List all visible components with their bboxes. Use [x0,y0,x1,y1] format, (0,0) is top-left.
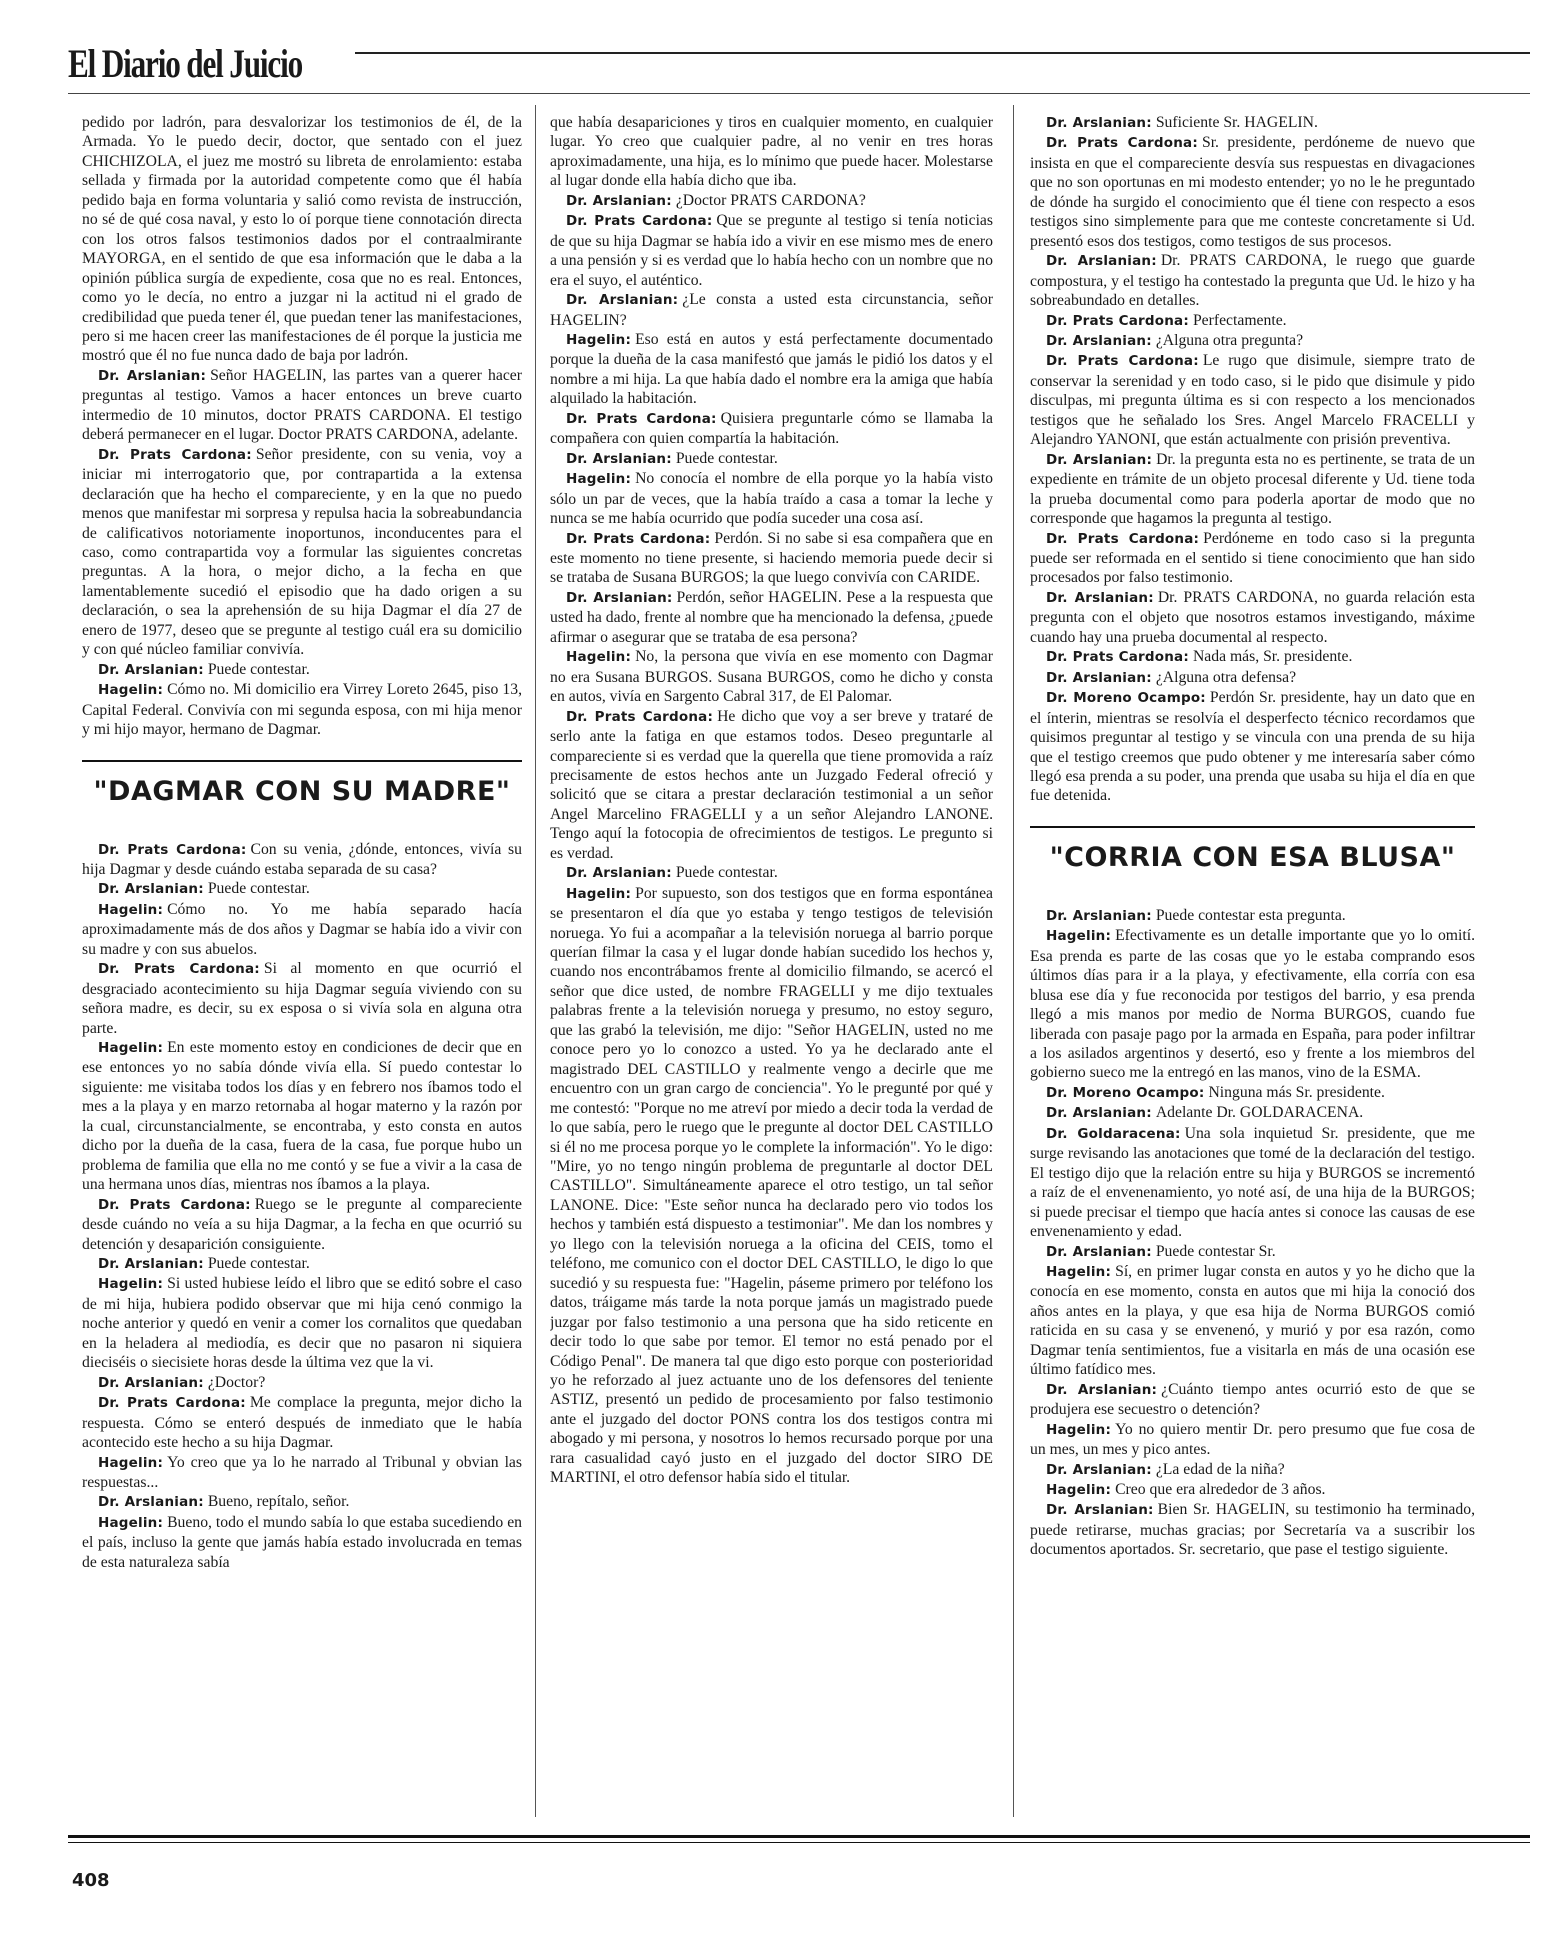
transcript-paragraph [82,660,522,680]
speaker-label: Dr. Prats Cardona: [98,1395,246,1412]
transcript-paragraph [1030,1103,1475,1123]
speaker-label: Dr. Arslanian: [1046,1381,1158,1398]
paragraph-text: Puede contestar Sr. [1155,1242,1276,1260]
transcript-paragraph [1030,450,1475,529]
transcript-paragraph [82,879,522,899]
transcript-paragraph [550,330,993,409]
transcript-paragraph [1030,668,1475,688]
paragraph-text: Con su venia, ¿dónde, entonces, vivía su hija Dagmar y desde cuándo estaba separada de su casa? [82,840,522,878]
paragraph-text: Ruego se le pregunte al compareciente desde cuándo no veía a su hija Dagmar, a la fecha en que ocurrió su detención y desaparición consiguiente. [82,1195,522,1253]
paragraph-text: Señor presidente, con su venia, voy a iniciar mi interrogatorio que, por contrapartida a la extensa declaración que ha hecho el compareciente, y en la que no puedo menos que manifestar mi sorpresa y repulsa hacia la sobreabundancia de calificativos notoriamente inoportunos, inconducentes para el caso, como contrapartida voy a formular las siguientes concretas preguntas. A la hora, o mejor dicho, a la fecha en que lamentablemente sucedió el episodio que ha dado origen a su declaración, o sea la aprehensión de su hija Dagmar el día 27 de enero de 1977, deseo que se pregunte al testigo cuál era su domicilio y con qué núcleo familiar convivía. [82,445,522,659]
speaker-label: Hagelin: [98,1040,164,1057]
speaker-label: Hagelin: [1046,928,1112,945]
transcript-paragraph [1030,251,1475,310]
speaker-label: Dr. Moreno Ocampo: [1046,690,1206,707]
paragraph-text: No conocía el nombre de ella porque yo la había visto sólo un par de veces, que la había traído a casa a tomar la leche y nunca se me había ocurrido que podía suceder una cosa así. [550,470,993,528]
transcript-paragraph [82,680,522,739]
speaker-label: Dr. Arslanian: [1046,669,1152,686]
transcript-paragraph [1030,1242,1475,1262]
paragraph-text: Dr. PRATS CARDONA, le ruego que guarde compostura, y el testigo ha contestado la pregunta que Ud. le hizo y ha sobreabundado en detalles. [1030,252,1475,310]
paragraph-text: ¿Doctor PRATS CARDONA? [675,191,866,209]
speaker-label: Dr. Arslanian: [566,450,672,467]
header-divider [68,93,1530,94]
speaker-label: Dr. Arslanian: [1046,115,1152,131]
transcript-paragraph [82,1195,522,1254]
speaker-label: Dr. Prats Cardona: [1046,312,1189,329]
speaker-label: Dr. Arslanian: [1046,907,1152,924]
transcript-paragraph [82,1453,522,1493]
transcript-paragraph [82,1038,522,1195]
paragraph-text: Dr. la pregunta esta no es pertinente, se trata de un expediente en trámite de un objeto procesal diferente y Ud. tiene toda la prueba documental como para poderla aportar de modo que no corresponde que hagamos la pregunta al testigo. [1030,450,1475,528]
masthead-rule [355,52,1530,54]
paragraph-text: Señor HAGELIN, las partes van a querer hacer preguntas al testigo. Vamos a hacer entonces un breve cuarto intermedio de 10 minutos, doctor PRATS CARDONA. El testigo deberá permanecer en el lugar. Doctor PRATS CARDONA, adelante. [82,366,522,444]
transcript-paragraph [1030,647,1475,667]
paragraph-text: Si usted hubiese leído el libro que se editó sobre el caso de mi hija, hubiera podido observar que mi hija cenó conmigo la noche anterior y quedó en venir a comer los cornalitos que quedaban en la heladera al mediodía, es decir que no pasaron ni siquiera dieciséis o siecisiete horas desde la última vez que la vi. [82,1275,522,1372]
speaker-label: Hagelin: [1046,1482,1112,1498]
transcript-paragraph [550,529,993,588]
transcript-paragraph [82,840,522,880]
transcript-paragraph [82,1373,522,1393]
speaker-label: Dr. Arslanian: [1046,451,1153,468]
paragraph-text: Efectivamente es un detalle importante que yo lo omití. Esa prenda es parte de las cosas que yo le estaba comprando esos últimos días para ir a la playa, y efectivamente, ella corría con esa blusa ese día y fue reconocida por testigos del barrio, y esa prenda llegó a mis manos por medio de Norma BURGOS, cuando fue liberada con pasaje pago por la armada en España, para poder infiltrar a los asilados argentinos y desertó, eso y frente a los miembros del gobierno sueco me la entregó en las manos, vino de la ESMA. [1030,927,1475,1082]
speaker-label: Dr. Arslanian: [1046,1461,1152,1478]
speaker-label: Dr. Arslanian: [566,865,672,882]
speaker-label: Dr. Prats Cardona: [98,961,260,978]
speaker-label: Dr. Arslanian: [98,1256,204,1273]
transcript-paragraph [82,1393,522,1452]
paragraph-text: Por supuesto, son dos testigos que en forma espontánea se presentaron el día que yo estaba y tengo testigos de televisión noruega. Yo fui a acompañar a la televisión noruega al barrio porque querían filmar la casa y el lugar donde habían sucedido los hechos y, cuando nos encontrábamos frente al domicilio filmando, se acercó el señor que dice usted, de nombre FRAGELLI y me dijo textuales palabras frente a la televisión noruega y presumo, no estoy seguro, que las grabó la televisión, me dijo: "Señor HAGELIN, usted no me conoce pero yo lo conozco a usted. Yo ya he declarado ante el magistrado DEL CASTILLO y realmente vengo a decirle que me encuentro con un gran cargo de conciencia". Yo le pregunté por qué y me contestó: "Porque no me atreví por miedo a decir toda la verdad de lo que sabía, pero le ruego que le pregunte al doctor DEL CASTILLO si él no me procesa porque yo le complete la información". Yo le digo: "Mire, yo no tengo ningún problema de preguntarle al doctor DEL CASTILLO". Simultáneamente aparece el otro testigo, un tal señor LANONE. Dice: "Este señor nunca ha declarado pero vio todos los hechos y también está dispuesto a testimoniar". Me dan los nombres y yo llego con la televisión noruega a la oficina del CEIS, tomo el teléfono, me comunico con el doctor DEL CASTILLO, le digo lo que sucedió y su respuesta fue: "Hagelin, páseme primero por teléfono los datos, tráigame más tarde la nota porque jamás un magistrado puede juzgar por falso testimonio a una persona que ha sido reticente en decir todo lo que sabe por temor. El temor no está penado por el Código Penal". De manera tal que digo esto porque con posterioridad yo he reforzado al juez actuante uno de los defensores del teniente ASTIZ, presentó un pedido de procesamiento por falso testimonio ante el juzgado del doctor PONS contra los dos testigos contra mi abogado y mi persona, y nosotros lo hemos recursado porque por una rara casualidad cayó justo en el juzgado del doctor SIRO DE MARTINI, el otro defensor había sido el titular. [550,884,993,1487]
transcript-paragraph [550,409,993,449]
speaker-label: Dr. Arslanian: [1046,1105,1152,1122]
speaker-label: Hagelin: [566,471,632,488]
speaker-label: Dr. Arslanian: [1046,589,1154,606]
paragraph-text: Yo no quiero mentir Dr. pero presumo que fue cosa de un mes, un mes y pico antes. [1030,1420,1475,1459]
paragraph-text: Quisiera preguntarle cómo se llamaba la compañera con quien compartía la habitación. [550,409,993,448]
transcript-paragraph [82,1492,522,1512]
speaker-label: Hagelin: [98,1454,164,1471]
transcript-paragraph [550,113,993,191]
footer-rule [68,1835,1530,1838]
transcript-paragraph [1030,529,1475,588]
transcript-paragraph [1030,1420,1475,1460]
speaker-label: Dr. Arslanian: [566,192,672,209]
subheading-rule [1030,826,1475,828]
paragraph-text: ¿Le consta a usted esta circunstancia, señor HAGELIN? [550,291,993,329]
speaker-label: Hagelin: [98,682,164,699]
transcript-paragraph [550,449,993,469]
transcript-paragraph [550,211,993,290]
paragraph-text: Bien Sr. HAGELIN, su testimonio ha terminado, puede retirarse, muchas gracias; por Secretaría va a suscribir los documentos aportados. Sr. secretario, que pase el testigo siguiente. [1030,1501,1475,1559]
column-divider [1013,105,1014,1817]
speaker-label: Hagelin: [566,649,632,666]
paragraph-text: Perfectamente. [1192,311,1287,329]
speaker-label: Hagelin: [98,901,164,918]
speaker-label: Dr. Prats Cardona: [566,708,714,725]
speaker-label: Dr. Prats Cardona: [566,530,711,547]
paragraph-text: ¿Alguna otra defensa? [1155,668,1297,686]
speaker-label: Dr. Arslanian: [98,1494,204,1511]
paragraph-text: Perdóneme en todo caso si la pregunta puede ser reformada en el sentido si tiene conocimiento que han sido procesados por falso testimonio. [1030,529,1475,587]
paragraph-text: Bueno, todo el mundo sabía lo que estaba sucediendo en el país, incluso la gente que jamás había estado involucrada en temas de esta naturaleza sabía [82,1513,522,1571]
paragraph-text: ¿Alguna otra pregunta? [1155,331,1304,349]
speaker-label: Dr. Prats Cardona: [1046,530,1200,547]
paragraph-text: Sí, en primer lugar consta en autos y yo he dicho que la conocía en ese momento, consta en autos que mi hija la conoció dos años antes en la playa, y que esa hija de Norma BURGOS comió raticida en su casa y se envenenó, y murió y por esa razón, como Dagmar tenía sentimientos, fue a visitarla en más de una ocasión ese último fatídico mes. [1030,1263,1475,1379]
speaker-label: Dr. Goldaracena: [1046,1125,1181,1142]
speaker-label: Dr. Arslanian: [1046,253,1157,270]
transcript-paragraph [550,588,993,647]
paragraph-text: Perdón, señor HAGELIN. Pese a la respuesta que usted ha dado, frente al nombre que ha mencionado la defensa, ¿puede afirmar o asegurar que se trataba de esa persona? [550,588,993,646]
transcript-paragraph [1030,1380,1475,1420]
transcript-paragraph [82,1254,522,1274]
transcript-paragraph [550,290,993,330]
transcript-paragraph [1030,1083,1475,1103]
footer-rule-thin [68,1842,1530,1843]
transcript-paragraph [550,647,993,706]
paragraph-text: Bueno, repítalo, señor. [207,1493,350,1511]
paragraph-text: Perdón Sr. presidente, hay un dato que en el ínterin, mientras se resolvía el desperfecto técnico recordamos que quisimos preguntar al testigo y se vincula con una prenda de su hija que el testigo creemos que pudo obtener y me interesaría saber cómo llegó esa prenda a su poder, una prenda que usaba su hija el día en que fue detenida. [1030,689,1475,805]
paragraph-text: Si al momento en que ocurrió el desgraciado acontecimiento su hija Dagmar seguía viviendo con su señora madre, es decir, su ex esposa o si vivía sola en alguna otra parte. [82,960,522,1037]
paragraph-text: Nada más, Sr. presidente. [1192,648,1353,666]
paragraph-text: Una sola inquietud Sr. presidente, que me surge revisando las anotaciones que tomé de la declaración del testigo. El testigo dijo que la relación entre su hija y BURGOS se incrementó a raíz de el envenenamiento, yo noté así, de una hija de la BURGOS; si puede precisar el tiempo que hacía antes si conoce las causas de ese envenenamiento y edad. [1030,1124,1475,1241]
speaker-label: Dr. Prats Cardona: [1046,649,1189,666]
paragraph-text: Puede contestar esta pregunta. [1155,906,1346,924]
column-3 [1030,113,1475,1819]
speaker-label: Dr. Prats Cardona: [98,841,247,858]
transcript-paragraph [1030,926,1475,1083]
speaker-label: Dr. Prats Cardona: [1046,353,1199,370]
paragraph-text: ¿La edad de la niña? [1155,1460,1285,1478]
transcript-paragraph [82,366,522,445]
speaker-label: Dr. Prats Cardona: [566,213,713,230]
speaker-label: Dr. Arslanian: [1046,1243,1152,1260]
speaker-label: Dr. Arslanian: [1046,332,1152,349]
speaker-label: Dr. Arslanian: [98,367,207,384]
subheading-rule [82,760,522,762]
transcript-paragraph [1030,351,1475,449]
column-1 [82,113,522,1819]
paragraph-text: Puede contestar. [207,1255,310,1273]
transcript-paragraph [1030,688,1475,806]
speaker-label: Dr. Prats Cardona: [98,446,252,463]
speaker-label: Hagelin: [98,1276,164,1293]
speaker-label: Dr. Arslanian: [1046,1502,1154,1519]
paragraph-text: Dr. PRATS CARDONA, no guarda relación esta pregunta con el objeto que nosotros estamos investigando, máxime cuando hay una prueba documental al respecto. [1030,588,1475,646]
paragraph-text: Cómo no. Yo me había separado hacía aproximadamente más de dos años y Dagmar se había ido a vivir con su madre y con sus abuelos. [82,900,522,958]
column-2 [550,113,993,1819]
transcript-paragraph [1030,133,1475,251]
transcript-paragraph [82,445,522,660]
speaker-label: Dr. Prats Cardona: [566,410,717,427]
page-number: 408 [72,1870,110,1891]
paragraph-text: Creo que era alrededor de 3 años. [1115,1481,1326,1498]
speaker-label: Dr. Arslanian: [98,1374,204,1391]
paragraph-text: Eso está en autos y está perfectamente documentado porque la dueña de la casa manifestó que jamás le pidió los datos y el nombre a mi hija. La que había dado el nombre era la amiga que había alquilado la habitación. [550,330,993,408]
transcript-paragraph [82,1274,522,1372]
speaker-label: Hagelin: [1046,1421,1112,1438]
paragraph-text: No, la persona que vivía en ese momento con Dagmar no era Susana BURGOS. Susana BURGOS, como he dicho y consta en autos, vivía en Sargento Cabral 317, de El Palomar. [550,648,993,706]
paragraph-text: Adelante Dr. GOLDARACENA. [1155,1104,1364,1122]
speaker-label: Hagelin: [566,885,632,902]
transcript-paragraph [82,1513,522,1572]
speaker-label: Hagelin: [98,1514,164,1531]
paragraph-text: Sr. presidente, perdóneme de nuevo que insista en que el compareciente desvía sus respuestas en divagaciones que no son oportunas en mi modesto entender; yo no le he preguntado de dónde ha surgido el conocimiento que él tiene con respecto a esos testigos sino simplemente para que me conteste concretamente si Ud. presentó esos dos testigos, como testigos de sus procesos. [1030,134,1475,250]
paragraph-text: Puede contestar. [675,449,778,467]
transcript-paragraph [82,959,522,1038]
speaker-label: Dr. Arslanian: [566,589,673,606]
section-subheading [1030,826,1475,874]
column-divider [535,105,536,1817]
paragraph-text: Yo creo que ya lo he narrado al Tribunal y obvian las respuestas... [82,1453,522,1491]
transcript-paragraph [1030,331,1475,351]
transcript-paragraph [1030,906,1475,926]
paragraph-text: Perdón. Si no sabe si esa compañera que en este momento no tiene presente, si haciendo memoria puede decir si se trataba de Susana BURGOS; la que luego convivía con CARIDE. [550,529,993,587]
paragraph-text: Que se pregunte al testigo si tenía noticias de que su hija Dagmar se había ido a vivir en ese mismo mes de enero a una pensión y si es verdad que lo había hecho con un nombre que no era el suyo, el auténtico. [550,212,993,289]
paragraph-text: Le rugo que disimule, siempre trato de conservar la serenidad y en todo caso, si le pido que disimule y pido disculpas, mi pregunta última es si con respecto a los mencionados testigos que he señalado los Sres. Angel Marcelo FRACELLI y Alejandro YANONI, que están actualmente con prisión preventiva. [1030,352,1475,449]
paragraph-text: Ninguna más Sr. presidente. [1208,1083,1385,1101]
transcript-paragraph [550,863,993,883]
paragraph-text: Puede contestar. [207,880,310,898]
paragraph-text: He dicho que voy a ser breve y trataré de serlo ante la fatiga en que estamos todos. Deseo preguntarle al compareciente si es verdad que la querella que tiene promovida a raíz precisamente de estos hechos ante un Juzgado Federal ofreció y solicitó que se citara a prestar declaración testimonial a un señor Angel Marcelino FRAGELLI y a un señor Alejandro LANONE. Tengo aquí la fotocopia de ofrecimientos de testigos. Le pregunto si es verdad. [550,707,993,862]
paragraph-text: Me complace la pregunta, mejor dicho la respuesta. Cómo se enteró después de inmediato que le había acontecido este hecho a su hija Dagmar. [82,1394,522,1452]
speaker-label: Dr. Prats Cardona: [1046,135,1198,152]
speaker-label: Dr. Moreno Ocampo: [1046,1084,1205,1101]
transcript-paragraph [1030,311,1475,331]
paragraph-text: Puede contestar. [207,660,310,678]
masthead: El Diario del Juicio [68,41,302,86]
speaker-label: Dr. Arslanian: [98,661,204,678]
transcript-paragraph [1030,1460,1475,1480]
transcript-paragraph [1030,113,1475,133]
subheading-text: "DAGMAR CON SU MADRE" [93,775,511,807]
transcript-paragraph [1030,1500,1475,1559]
paragraph-text: pedido por ladrón, para desvalorizar los testimonios de él, de la Armada. Yo le puedo decir, doctor, que sentado con el juez CHICHIZOLA, el juez me mostró su libreta de enrolamiento: estaba sellada y firmada por la autoridad competente como que él había pedido baja en forma voluntaria y salió como revista de instrucción, no sé de qué cosa naval, y esto lo oí porque tiene connotación directa con los otros falsos testimonios dados por el contraalmirante MAYORGA, en el sentido de que esa información que le daba a la opinión pública surgía de expediente, cosa que no es real. Entonces, como yo le decía, no entro a juzgar ni la actitud ni el grado de credibilidad que pueda tener él, que puedan tener las manifestaciones, pero si me hacen creer las manifestaciones de él porque la justicia me mostró que él no fue nunca dado de baja por ladrón. [82,114,522,365]
paragraph-text: Suficiente Sr. HAGELIN. [1155,114,1318,131]
subheading-text: "CORRIA CON ESA BLUSA" [1049,841,1456,873]
speaker-label: Dr. Prats Cardona: [98,1196,251,1213]
section-subheading [82,760,522,808]
paragraph-text: En este momento estoy en condiciones de decir que en ese entonces yo no sabía dónde vivía ella. Sí puedo contestar lo siguiente: me visitaba todos los días y en febrero nos íbamos todo el mes a la playa y en marzo retornaba al hogar materno y la razón por la cual, circunstancialmente, se encontraba, y esto consta en autos dicho por la dueña de la casa, fuera de la casa, fue porque hubo un problema de familia que ella no me contó y se fue a vivir a la casa de una hermana unos días, mientras nos íbamos a la playa. [82,1039,522,1194]
speaker-label: Hagelin: [1046,1264,1112,1281]
transcript-paragraph [550,469,993,528]
paragraph-text: que había desapariciones y tiros en cualquier momento, en cualquier lugar. Yo creo que cualquier padre, al no venir en tres horas aproximadamente, una hija, es lo mínimo que puede hacer. Molestarse al lugar donde ella había dicho que iba. [550,114,993,190]
paragraph-text: ¿Cuánto tiempo antes ocurrió esto de que se produjera ese secuestro o detención? [1030,1380,1475,1419]
speaker-label: Dr. Arslanian: [98,881,204,898]
transcript-paragraph [1030,1480,1475,1500]
paragraph-text: Cómo no. Mi domicilio era Virrey Loreto 2645, piso 13, Capital Federal. Convivía con mi segunda esposa, con mi hija menor y mi hijo mayor, hermano de Dagmar. [82,681,522,739]
paragraph-text: ¿Doctor? [207,1373,266,1391]
transcript-paragraph [1030,1262,1475,1380]
transcript-paragraph [550,884,993,1488]
transcript-paragraph [82,113,522,366]
transcript-paragraph [1030,1124,1475,1242]
transcript-paragraph [1030,588,1475,647]
speaker-label: Hagelin: [566,331,632,348]
paragraph-text: Puede contestar. [675,864,778,882]
transcript-paragraph [550,707,993,864]
transcript-paragraph [550,191,993,211]
speaker-label: Dr. Arslanian: [566,292,679,309]
transcript-paragraph [82,900,522,959]
